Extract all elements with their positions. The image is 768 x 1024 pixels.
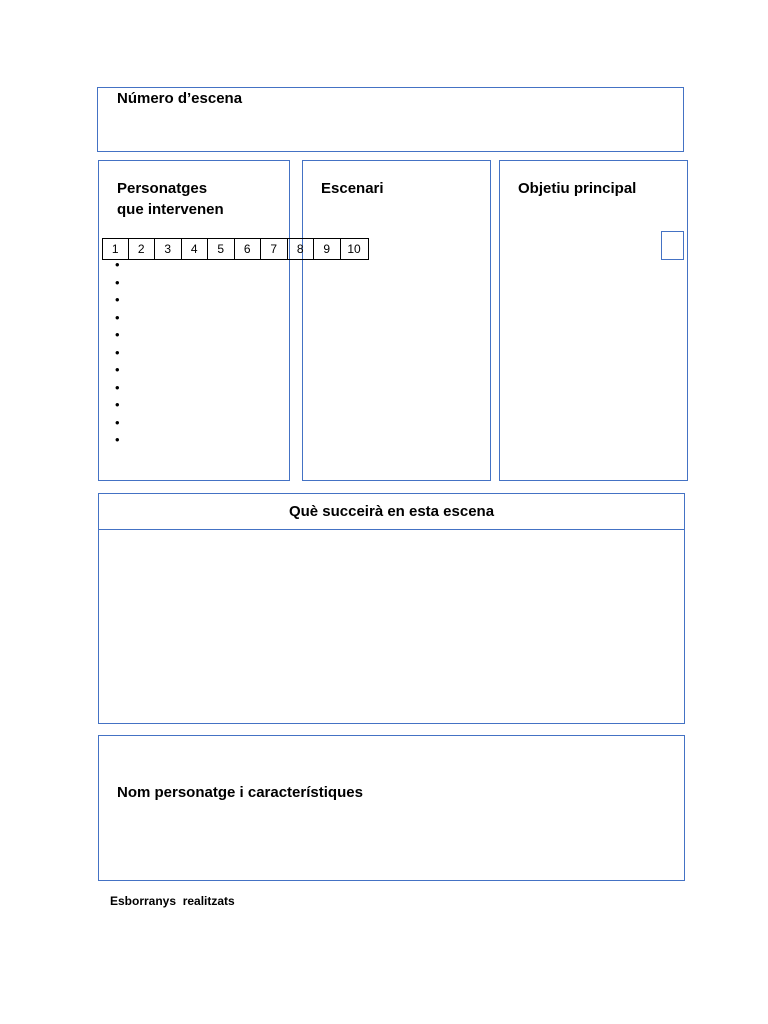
number-cell: 2 — [129, 238, 156, 260]
list-item — [115, 274, 120, 292]
list-item — [115, 326, 120, 344]
list-item — [115, 309, 120, 327]
objective-label: Objetiu principal — [518, 180, 637, 197]
characters-label-line1: Personatges — [117, 180, 208, 197]
characters-label-line2: que intervenen — [117, 201, 224, 218]
setting-label: Escenari — [321, 180, 384, 197]
number-cell: 1 — [102, 238, 129, 260]
drafts-label: Esborranys realitzats — [110, 894, 235, 908]
list-item — [115, 414, 120, 432]
list-item — [115, 431, 120, 449]
objective-box — [499, 160, 688, 481]
characters-bullet-list — [115, 256, 120, 449]
number-cell: 5 — [208, 238, 235, 260]
list-item — [115, 361, 120, 379]
list-item — [115, 396, 120, 414]
what-happens-label: Què succeirà en esta escena — [288, 503, 495, 520]
number-cell: 6 — [235, 238, 262, 260]
what-happens-divider — [99, 529, 684, 530]
number-cell: 4 — [182, 238, 209, 260]
list-item — [115, 291, 120, 309]
number-cell: 9 — [314, 238, 341, 260]
scene-number-label: Número d’escena — [117, 90, 243, 107]
number-cell: 7 — [261, 238, 288, 260]
character-name-box — [98, 735, 685, 881]
character-number-row — [102, 238, 369, 260]
number-cell: 3 — [155, 238, 182, 260]
list-item — [115, 344, 120, 362]
objective-small-box — [661, 231, 684, 260]
what-happens-box — [98, 493, 685, 724]
character-name-label: Nom personatge i característiques — [117, 784, 363, 801]
number-cell: 10 — [341, 238, 369, 260]
number-cell: 8 — [288, 238, 315, 260]
setting-box — [302, 160, 491, 481]
list-item — [115, 379, 120, 397]
